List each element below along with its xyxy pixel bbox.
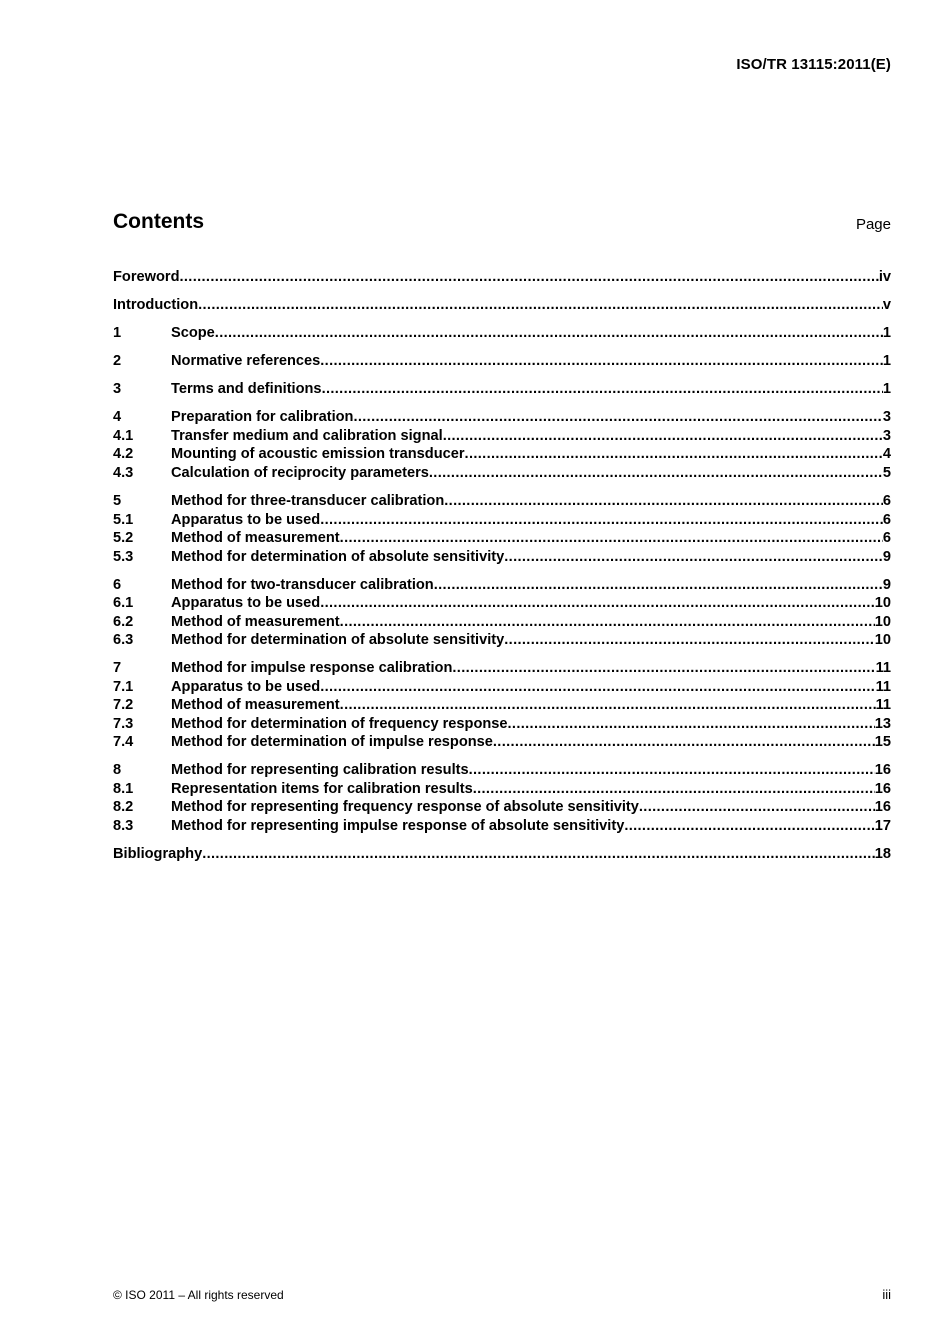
toc-dot-leader — [320, 511, 883, 530]
toc-entry[interactable] — [113, 594, 891, 613]
toc-dot-leader — [215, 324, 883, 343]
toc-entry-page[interactable]: 1 — [882, 353, 891, 370]
toc-entry-number: 4.3 — [113, 464, 134, 481]
toc-dot-leader — [624, 817, 874, 836]
toc-entry-number: 8 — [113, 762, 122, 779]
toc-entry-number: 5 — [113, 493, 122, 510]
toc-entry-title[interactable]: Method of measurement — [171, 613, 340, 630]
toc-group — [113, 845, 891, 864]
toc-entry[interactable] — [113, 576, 891, 595]
table-of-contents — [113, 268, 891, 873]
toc-entry[interactable] — [113, 427, 891, 446]
toc-dot-leader — [179, 268, 878, 287]
toc-dot-leader — [340, 529, 883, 548]
toc-group — [113, 408, 891, 482]
toc-entry-title[interactable]: Apparatus to be used — [171, 595, 321, 612]
toc-entry-page[interactable]: 13 — [874, 715, 891, 732]
toc-entry-title[interactable]: Calculation of reciprocity parameters — [171, 464, 429, 481]
toc-entry-title[interactable]: Method for determination of frequency response — [171, 715, 508, 732]
page-title: Contents — [113, 210, 204, 233]
toc-entry[interactable] — [113, 761, 891, 780]
toc-dot-leader — [429, 464, 883, 483]
toc-dot-leader — [443, 427, 883, 446]
toc-entry-number: 8.1 — [113, 780, 134, 797]
toc-entry-page[interactable]: 11 — [875, 660, 891, 677]
toc-entry[interactable] — [113, 268, 891, 287]
toc-entry-page[interactable]: 9 — [882, 576, 891, 593]
toc-dot-leader — [504, 631, 875, 650]
toc-group — [113, 492, 891, 566]
toc-group — [113, 761, 891, 835]
toc-entry-page[interactable]: 11 — [875, 697, 891, 714]
toc-entry-title[interactable]: Bibliography — [113, 845, 203, 862]
toc-entry-page[interactable]: 3 — [882, 427, 891, 444]
toc-entry-page[interactable]: 5 — [882, 464, 891, 481]
toc-dot-leader — [473, 780, 875, 799]
toc-dot-leader — [469, 761, 875, 780]
toc-entry-number: 6.2 — [113, 613, 134, 630]
toc-group — [113, 352, 891, 371]
toc-entry-title[interactable]: Introduction — [113, 297, 199, 314]
toc-entry-title[interactable]: Apparatus to be used — [171, 678, 321, 695]
toc-entry-number: 8.3 — [113, 817, 134, 834]
toc-entry-number: 7 — [113, 660, 122, 677]
toc-entry-number: 4.2 — [113, 446, 134, 463]
toc-entry-title[interactable]: Method for determination of absolute sensitivity — [171, 548, 505, 565]
toc-entry[interactable] — [113, 380, 891, 399]
toc-entry-title[interactable]: Method for impulse response calibration — [171, 660, 453, 677]
toc-dot-leader — [198, 296, 883, 315]
toc-group — [113, 268, 891, 287]
toc-entry[interactable] — [113, 492, 891, 511]
toc-dot-leader — [508, 715, 875, 734]
toc-entry-title[interactable]: Method for representing frequency response of absolute sensitivity — [171, 799, 639, 816]
toc-entry-number: 6.1 — [113, 595, 134, 612]
toc-entry[interactable] — [113, 445, 891, 464]
toc-entry-number: 7.1 — [113, 678, 134, 695]
toc-entry[interactable] — [113, 780, 891, 799]
toc-entry-page[interactable]: iv — [878, 269, 891, 285]
toc-entry-page[interactable]: 18 — [874, 845, 891, 862]
toc-entry-number: 7.4 — [113, 734, 134, 751]
toc-dot-leader — [639, 798, 875, 817]
toc-entry-title[interactable]: Method for three-transducer calibration — [171, 493, 445, 510]
page-number: iii — [882, 1287, 891, 1302]
toc-entry-title[interactable]: Terms and definitions — [171, 381, 322, 398]
toc-entry-title[interactable]: Scope — [171, 325, 215, 342]
toc-entry-page[interactable]: 10 — [874, 632, 891, 649]
toc-entry[interactable] — [113, 613, 891, 632]
toc-entry-page[interactable]: 16 — [874, 799, 891, 816]
toc-entry-number: 4 — [113, 409, 122, 426]
toc-entry[interactable] — [113, 733, 891, 752]
toc-entry-number: 8.2 — [113, 799, 134, 816]
toc-dot-leader — [493, 733, 875, 752]
toc-entry-title[interactable]: Transfer medium and calibration signal — [171, 427, 443, 444]
toc-entry-page[interactable]: 15 — [874, 734, 891, 751]
toc-entry-title[interactable]: Method of measurement — [171, 697, 340, 714]
toc-entry-page[interactable]: 16 — [874, 762, 891, 779]
toc-group — [113, 380, 891, 399]
toc-entry-number: 6.3 — [113, 632, 134, 649]
toc-entry-number: 7.3 — [113, 715, 134, 732]
toc-entry[interactable] — [113, 715, 891, 734]
toc-group — [113, 576, 891, 650]
toc-entry-page[interactable]: 11 — [875, 678, 891, 695]
toc-dot-leader — [452, 659, 875, 678]
toc-dot-leader — [353, 408, 882, 427]
copyright-notice: © ISO 2011 – All rights reserved — [113, 1288, 284, 1302]
toc-dot-leader — [434, 576, 883, 595]
toc-dot-leader — [320, 352, 883, 371]
toc-entry[interactable] — [113, 845, 891, 864]
toc-entry-page[interactable]: 3 — [882, 409, 891, 426]
toc-entry-number: 3 — [113, 381, 122, 398]
toc-entry-page[interactable]: v — [882, 297, 891, 314]
toc-entry-title[interactable]: Method for representing impulse response of absolute sensitivity — [171, 817, 625, 834]
toc-dot-leader — [504, 548, 883, 567]
toc-entry-title[interactable]: Method of measurement — [171, 530, 340, 547]
toc-entry-number: 1 — [113, 325, 122, 342]
toc-entry-title[interactable]: Method for two-transducer calibration — [171, 576, 434, 593]
toc-entry-title[interactable]: Method for determination of impulse response — [171, 734, 493, 751]
toc-entry-title[interactable]: Method for determination of absolute sensitivity — [171, 632, 505, 649]
toc-entry[interactable] — [113, 678, 891, 697]
toc-entry[interactable] — [113, 817, 891, 836]
toc-group — [113, 296, 891, 315]
toc-entry[interactable] — [113, 659, 891, 678]
toc-entry-number: 7.2 — [113, 697, 134, 714]
toc-dot-leader — [320, 678, 875, 697]
toc-group — [113, 324, 891, 343]
toc-entry-page[interactable]: 1 — [882, 325, 891, 342]
toc-entry-number: 5.3 — [113, 548, 134, 565]
toc-entry-number: 4.1 — [113, 427, 134, 444]
toc-entry[interactable] — [113, 631, 891, 650]
toc-entry-title[interactable]: Normative references — [171, 353, 321, 370]
toc-entry[interactable] — [113, 408, 891, 427]
toc-entry-number: 6 — [113, 576, 122, 593]
toc-entry[interactable] — [113, 324, 891, 343]
toc-entry-title[interactable]: Method for representing calibration results — [171, 762, 469, 779]
toc-entry[interactable] — [113, 529, 891, 548]
toc-entry-page[interactable]: 17 — [874, 817, 891, 834]
toc-entry-title[interactable]: Foreword — [113, 269, 180, 285]
toc-dot-leader — [465, 445, 883, 464]
toc-entry-page[interactable]: 9 — [882, 548, 891, 565]
toc-entry-title[interactable]: Apparatus to be used — [171, 511, 321, 528]
toc-entry-page[interactable]: 10 — [874, 595, 891, 612]
toc-entry[interactable] — [113, 548, 891, 567]
toc-entry-number: 5.2 — [113, 530, 134, 547]
toc-entry[interactable] — [113, 464, 891, 483]
toc-group — [113, 659, 891, 752]
toc-dot-leader — [202, 845, 875, 864]
toc-entry-title[interactable]: Mounting of acoustic emission transducer — [171, 446, 465, 463]
toc-dot-leader — [320, 594, 875, 613]
toc-entry[interactable] — [113, 696, 891, 715]
toc-entry-page[interactable]: 10 — [874, 613, 891, 630]
toc-dot-leader — [340, 696, 876, 715]
toc-entry[interactable] — [113, 352, 891, 371]
toc-entry-page[interactable]: 4 — [882, 446, 891, 463]
toc-dot-leader — [322, 380, 883, 399]
toc-entry[interactable] — [113, 511, 891, 530]
toc-entry-number: 5.1 — [113, 511, 134, 528]
toc-entry-page[interactable]: 6 — [882, 530, 891, 547]
page-column-label: Page — [855, 216, 891, 233]
document-id: ISO/TR 13115:2011(E) — [736, 56, 891, 73]
toc-entry-page[interactable]: 1 — [882, 381, 891, 398]
toc-entry[interactable] — [113, 798, 891, 817]
toc-entry-page[interactable]: 6 — [882, 511, 891, 528]
toc-entry-number: 2 — [113, 353, 122, 370]
toc-dot-leader — [444, 492, 883, 511]
toc-entry[interactable] — [113, 296, 891, 315]
toc-entry-page[interactable]: 6 — [882, 493, 891, 510]
toc-dot-leader — [340, 613, 875, 632]
toc-entry-title[interactable]: Representation items for calibration results — [171, 780, 473, 797]
toc-entry-title[interactable]: Preparation for calibration — [171, 409, 354, 426]
toc-entry-page[interactable]: 16 — [874, 780, 891, 797]
